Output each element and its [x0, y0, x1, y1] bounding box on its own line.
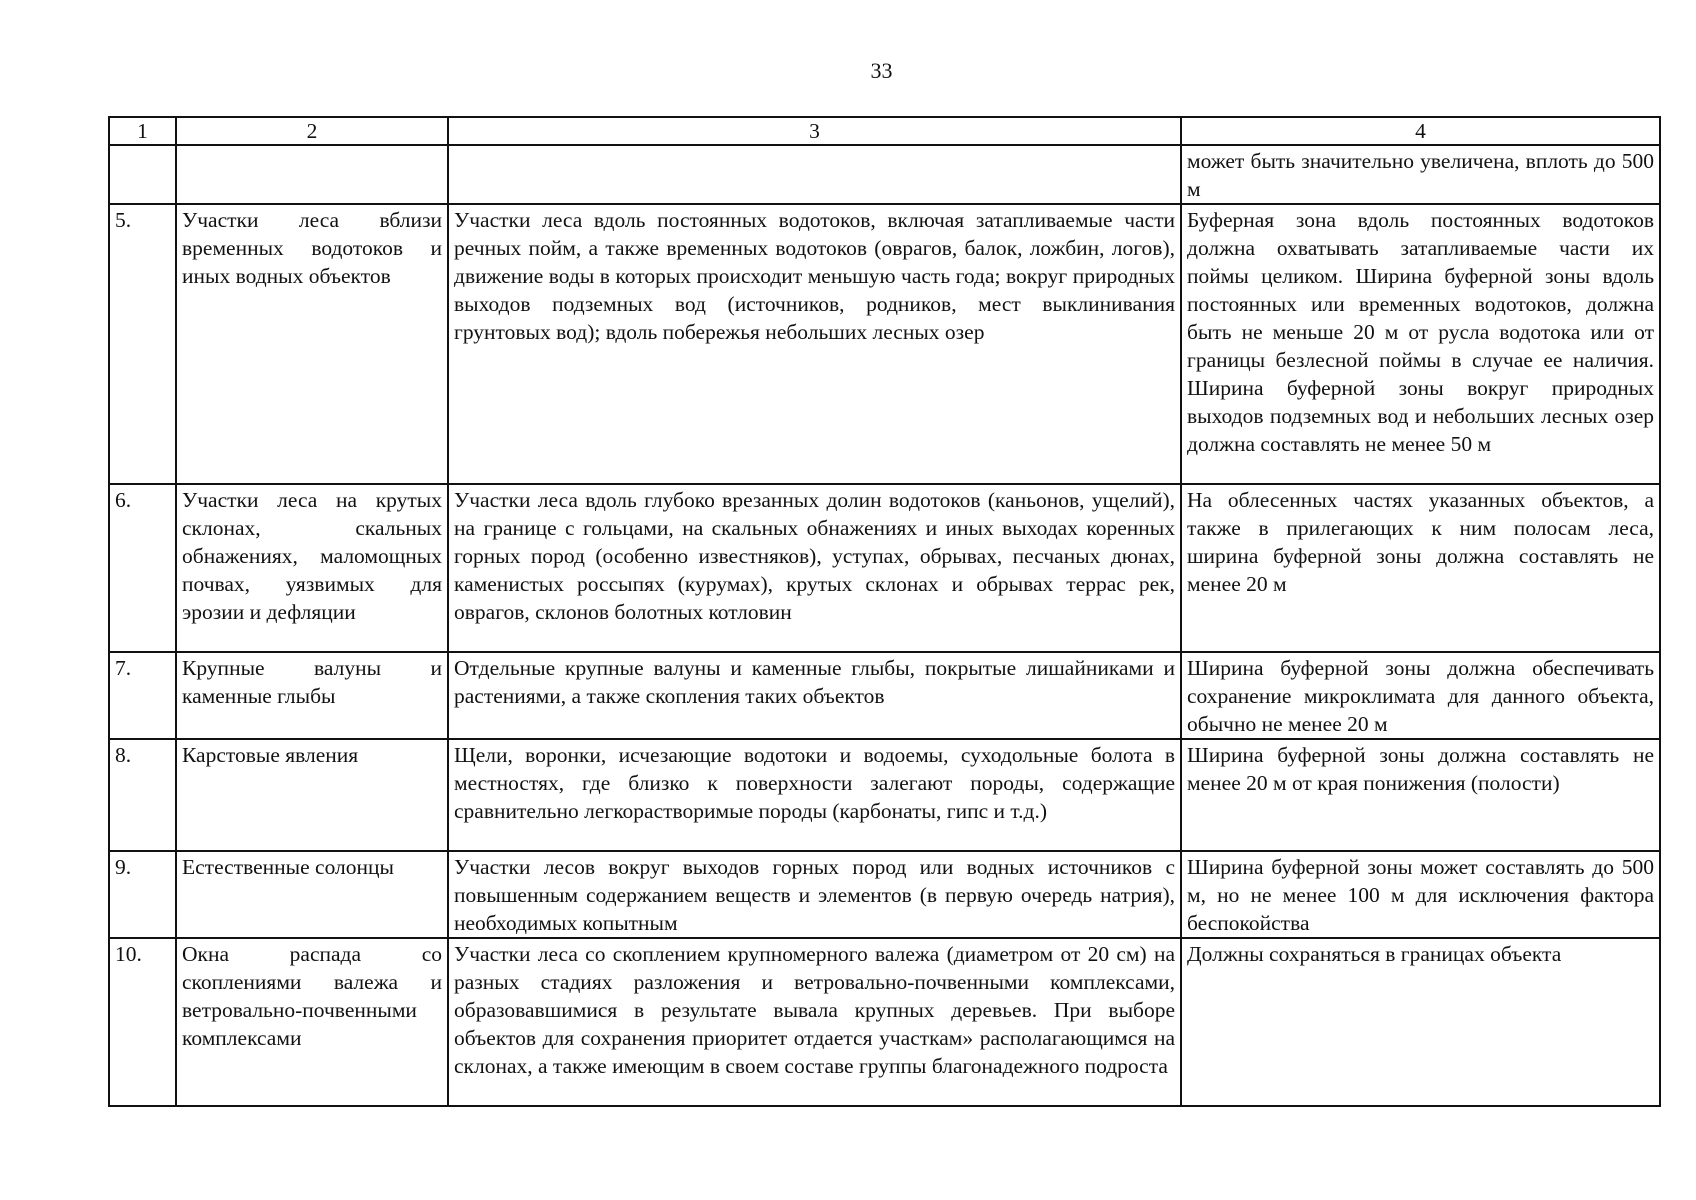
buffer-zone: может быть значительно увеличена, вплоть до 500 м	[1181, 145, 1660, 204]
table-row	[109, 851, 1660, 938]
table-row	[109, 652, 1660, 739]
buffer-zone: На облесенных частях указанных объектов, а также в прилегающих к ним полосам леса, ширина буферной зоны должна составлять не менее 20 м	[1181, 484, 1660, 652]
table-row	[109, 484, 1660, 652]
page-number: 33	[870, 58, 893, 83]
table-row	[109, 145, 1660, 204]
object-name: Естественные солонцы	[176, 851, 448, 938]
row-number: 10.	[109, 938, 176, 1106]
object-description: Участки лесов вокруг выходов горных пород или водных источников с повышенным содержанием веществ и элементов (в первую очередь натрия), необходимых копытным	[448, 851, 1181, 938]
buffer-zone: Должны сохраняться в границах объекта	[1181, 938, 1660, 1106]
object-description: Участки леса вдоль постоянных водотоков, включая затапливаемые части речных пойм, а также временных водотоков (оврагов, балок, ложбин, логов), движение воды в которых происходит меньшую часть года; вокруг природных выходов подземных вод (источников, родников, мест выклинивания грунтовых вод); вдоль побережья небольших лесных озер	[448, 204, 1181, 484]
object-name: Карстовые явления	[176, 739, 448, 851]
object-description: Участки леса со скоплением крупномерного валежа (диаметром от 20 см) на разных стадиях разложения и ветровально-почвенными комплексами, образовавшимися в результате вывала крупных деревьев. При выборе объектов для сохранения приоритет отдается участкам» располагающимся на склонах, а также имеющим в своем составе группы благонадежного подроста	[448, 938, 1181, 1106]
object-name	[176, 145, 448, 204]
buffer-zone-table	[108, 116, 1661, 1107]
row-number: 5.	[109, 204, 176, 484]
table-row	[109, 739, 1660, 851]
row-number: 9.	[109, 851, 176, 938]
column-header: 2	[176, 117, 448, 145]
row-number: 8.	[109, 739, 176, 851]
header-row	[109, 117, 1660, 145]
object-description: Отдельные крупные валуны и каменные глыбы, покрытые лишайниками и растениями, а также скопления таких объектов	[448, 652, 1181, 739]
column-header: 1	[109, 117, 176, 145]
object-name: Участки леса вблизи временных водотоков и иных водных объектов	[176, 204, 448, 484]
column-header: 4	[1181, 117, 1660, 145]
object-name: Крупные валуны и каменные глыбы	[176, 652, 448, 739]
buffer-zone: Ширина буферной зоны может составлять до 500 м, но не менее 100 м для исключения фактора беспокойства	[1181, 851, 1660, 938]
buffer-zone: Буферная зона вдоль постоянных водотоков должна охватывать затапливаемые части их поймы целиком. Ширина буферной зоны вдоль постоянных или временных водотоков, должна быть не меньше 20 м от русла водотока или от границы безлесной поймы в случае ее наличия. Ширина буферной зоны вокруг природных выходов подземных вод и небольших лесных озер должна составлять не менее 50 м	[1181, 204, 1660, 484]
table-row	[109, 938, 1660, 1106]
column-header: 3	[448, 117, 1181, 145]
row-number: 6.	[109, 484, 176, 652]
buffer-zone: Ширина буферной зоны должна составлять не менее 20 м от края понижения (полости)	[1181, 739, 1660, 851]
object-name: Участки леса на крутых склонах, скальных обнажениях, маломощных почвах, уязвимых для эрозии и дефляции	[176, 484, 448, 652]
row-number	[109, 145, 176, 204]
object-description: Щели, воронки, исчезающие водотоки и водоемы, суходольные болота в местностях, где близко к поверхности залегают породы, содержащие сравнительно легкорастворимые породы (карбонаты, гипс и т.д.)	[448, 739, 1181, 851]
table-row	[109, 204, 1660, 484]
object-description: Участки леса вдоль глубоко врезанных долин водотоков (каньонов, ущелий), на границе с гольцами, на скальных обнажениях и иных выходах коренных горных пород (особенно известняков), уступах, обрывах, песчаных дюнах, каменистых россыпях (курумах), крутых склонах и обрывах террас рек, оврагов, склонов болотных котловин	[448, 484, 1181, 652]
object-name: Окна распада со скоплениями валежа и ветровально-почвенными комплексами	[176, 938, 448, 1106]
object-description	[448, 145, 1181, 204]
row-number: 7.	[109, 652, 176, 739]
buffer-zone: Ширина буферной зоны должна обеспечивать сохранение микроклимата для данного объекта, обычно не менее 20 м	[1181, 652, 1660, 739]
